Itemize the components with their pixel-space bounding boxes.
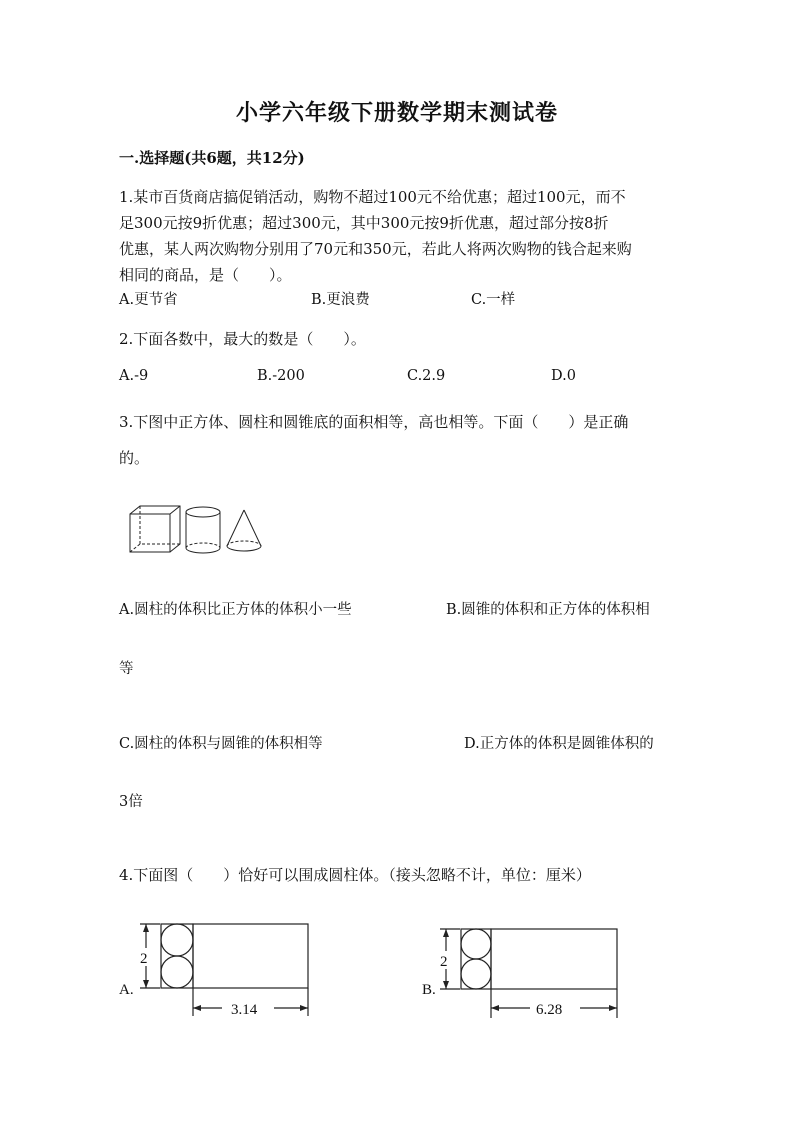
figure-b-height-label: 2 [440,954,448,970]
question-3-stem [119,404,628,476]
cone-shape [227,510,261,551]
figure-b-width-label: 6.28 [536,1002,563,1018]
figure-a-height-label: 2 [140,951,148,967]
question-2-option-d: D.0 [551,368,576,384]
figure-a-net [134,918,314,1022]
question-3-option-b-cont: 等 [119,661,134,677]
question-1-line: 足300元按9折优惠；超过300元，其中300元按9折优惠，超过部分按8折 [119,214,609,232]
solids-figure [126,502,276,560]
figure-a-width-label: 3.14 [231,1002,258,1018]
question-4-stem: 4.下面图（ ）恰好可以围成圆柱体。（接头忽略不计，单位：厘米） [119,866,591,884]
question-1-line: 相同的商品，是（ ）。 [119,266,292,284]
section-heading: 一.选择题(共6题，共12分) [119,149,305,167]
question-1-option-b: B.更浪费 [311,292,370,308]
question-1-line: 优惠，某人两次购物分别用了70元和350元，若此人将两次购物的钱合起来购 [119,240,632,258]
question-2-stem: 2.下面各数中，最大的数是（ ）。 [119,330,366,348]
figure-a-label: A. [119,982,134,998]
page-title: 小学六年级下册数学期末测试卷 [235,100,558,126]
question-3-option-d: D.正方体的体积是圆锥体积的 [464,736,654,752]
question-1 [119,184,632,288]
question-3-option-b: B.圆锥的体积和正方体的体积相 [446,602,650,618]
question-3-option-a: A.圆柱的体积比正方体的体积小一些 [119,602,352,618]
question-1-option-c: C.一样 [471,292,516,308]
question-2-option-c: C.2.9 [407,368,446,384]
question-2-option-b: B.-200 [257,368,305,384]
question-3-line: 3.下图中正方体、圆柱和圆锥底的面积相等，高也相等。下面（ ）是正确 [119,413,629,431]
cylinder-shape [186,507,220,553]
question-2-option-a: A.-9 [119,368,149,384]
question-1-option-a: A.更节省 [119,292,178,308]
question-3-option-d-cont: 3倍 [119,794,143,810]
cube-shape [130,506,180,552]
question-3-line: 的。 [119,449,150,467]
question-1-line: 1.某市百货商店搞促销活动，购物不超过100元不给优惠；超过100元，而不 [119,188,626,206]
figure-b-label: B. [422,982,436,998]
figure-b-net [434,922,624,1024]
question-3-option-c: C.圆柱的体积与圆锥的体积相等 [119,736,323,752]
